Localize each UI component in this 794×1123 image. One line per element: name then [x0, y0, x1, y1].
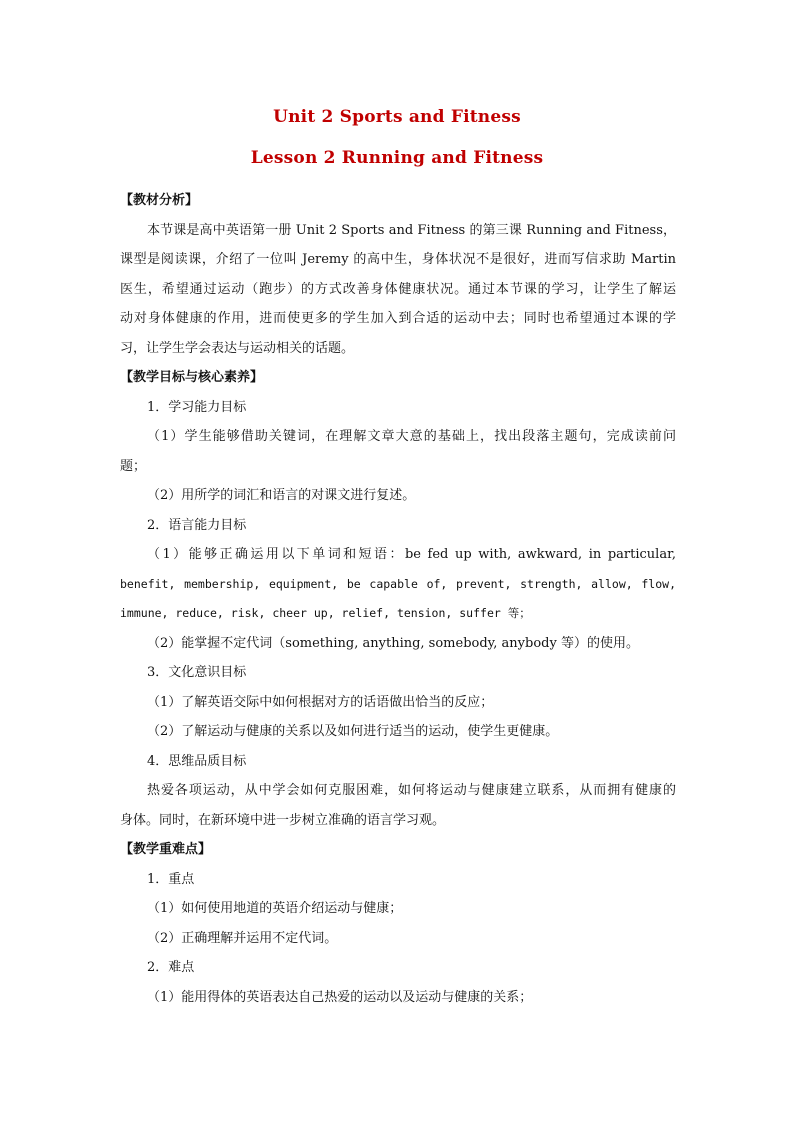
- goal-item: （2）了解运动与健康的关系以及如何进行适当的运动，使学生更健康。: [147, 724, 559, 739]
- keypoint-item: （1）如何使用地道的英语介绍运动与健康；: [147, 901, 403, 916]
- goal-item: （1）了解英语交际中如何根据对方的话语做出恰当的反应；: [147, 694, 494, 710]
- keypoint-title: 1．重点: [147, 871, 195, 887]
- lesson-title: Lesson 2 Running and Fitness: [250, 148, 544, 168]
- section-heading-keypoints: 【教学重难点】: [120, 842, 212, 857]
- vocabulary-line: benefit, membership, equipment, be capable of, prevent, strength, allow, flow,: [120, 576, 676, 591]
- paragraph-line: 动对身体健康的作用，进而使更多的学生加入到合适的运动中去；同时也希望通过本课的学: [120, 311, 676, 326]
- document-body: [120, 186, 676, 1012]
- goal-title: 4．思维品质目标: [147, 753, 247, 769]
- goal-item: 热爱各项运动，从中学会如何克服困难，如何将运动与健康建立联系，从而拥有健康的: [147, 783, 676, 798]
- goal-item: 题；: [120, 458, 147, 474]
- keypoint-title: 2．难点: [147, 960, 195, 975]
- keypoint-item: （2）正确理解并运用不定代词。: [147, 930, 338, 946]
- goal-item: 身体。同时，在新环境中进一步树立准确的语言学习观。: [120, 812, 446, 828]
- goal-item: （1）学生能够借助关键词，在理解文章大意的基础上，找出段落主题句，完成读前问: [147, 429, 676, 444]
- goal-item: （2）用所学的词汇和语言的对课文进行复述。: [147, 488, 416, 503]
- goal-title: 2．语言能力目标: [147, 517, 247, 533]
- goal-item: （2）能掌握不定代词（something, anything, somebody, anybody 等）的使用。: [147, 635, 639, 651]
- paragraph-line: 医生，希望通过运动（跑步）的方式改善身体健康状况。通过本节课的学习，让学生了解运: [120, 281, 676, 297]
- keypoint-item: （1）能用得体的英语表达自己热爱的运动以及运动与健康的关系；: [147, 989, 533, 1005]
- paragraph-line: 习，让学生学会表达与运动相关的话题。: [120, 340, 355, 356]
- goal-item: （1）能够正确运用以下单词和短语：be fed up with, awkward, in particular,: [147, 547, 676, 562]
- goal-title: 3．文化意识目标: [147, 665, 247, 680]
- paragraph-line: 课型是阅读课，介绍了一位叫 Jeremy 的高中生，身体状况不是很好，进而写信求助 Martin: [120, 252, 676, 267]
- goal-title: 1．学习能力目标: [147, 399, 247, 415]
- section-heading-goals: 【教学目标与核心素养】: [120, 370, 264, 385]
- vocabulary-line: immune, reduce, risk, cheer up, relief, tension, suffer 等；: [120, 606, 531, 620]
- section-heading-analysis: 【教材分析】: [120, 193, 199, 208]
- unit-title: Unit 2 Sports and Fitness: [273, 107, 521, 127]
- paragraph-line: 本节课是高中英语第一册 Unit 2 Sports and Fitness 的第三课 Running and Fitness，: [147, 222, 676, 238]
